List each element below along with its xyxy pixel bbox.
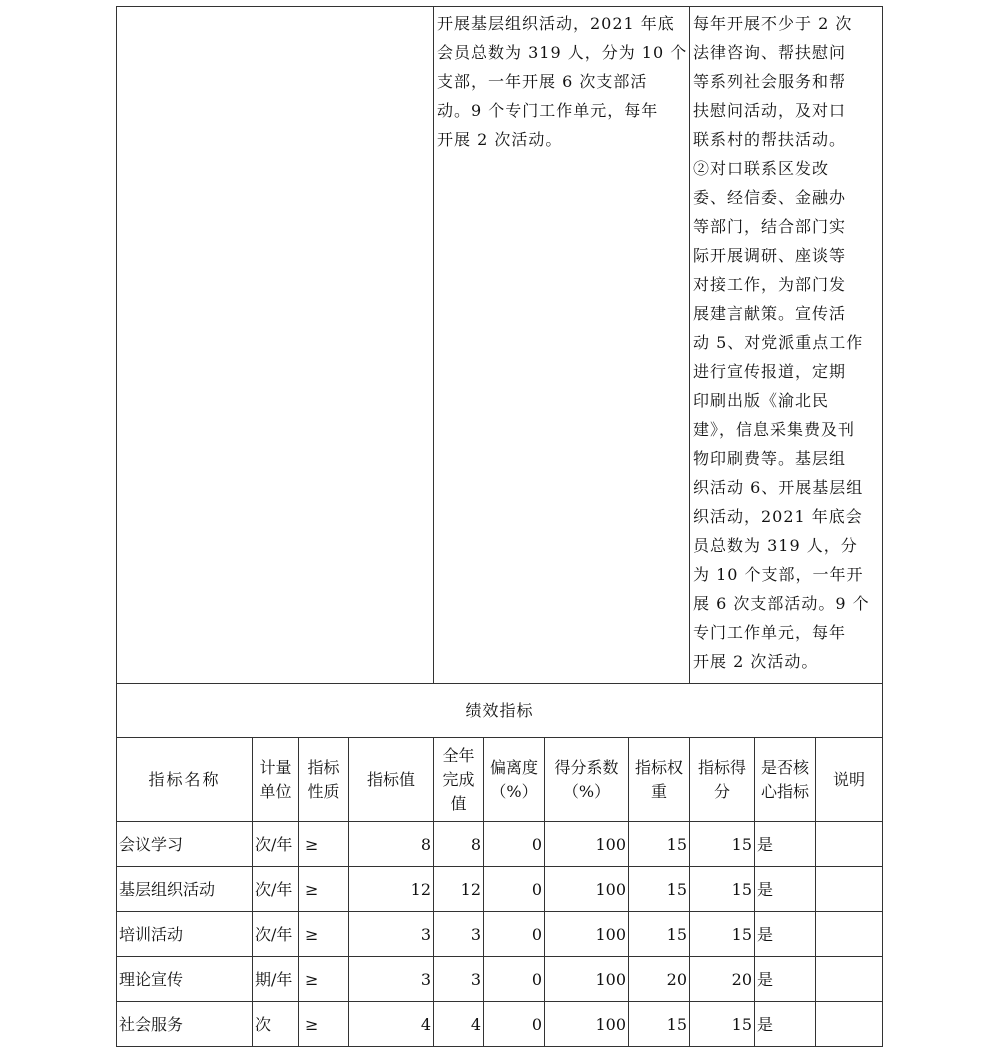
header-weight (629, 738, 690, 822)
text-line: 开展 2 次活动。 (693, 652, 819, 671)
cell-deviation: 0 (484, 912, 545, 957)
header-line: 偏离度 (489, 757, 538, 777)
cell-core: 是 (755, 822, 816, 867)
cell-score: 20 (690, 957, 755, 1002)
header-line: 重 (650, 781, 667, 801)
header-core (755, 738, 816, 822)
text-line: 对接工作，为部门发 (693, 275, 847, 294)
performance-table (116, 6, 883, 1047)
text-line: 动。9 个专门工作单元，每年 (437, 101, 659, 120)
cell-unit: 次/年 (253, 912, 299, 957)
cell-note (816, 1002, 883, 1047)
cell-note (816, 867, 883, 912)
text-line: 开展 2 次活动。 (437, 130, 563, 149)
cell-coef: 100 (545, 822, 629, 867)
header-row (117, 738, 883, 822)
header-line: 指标权 (634, 757, 683, 777)
data-rows (117, 822, 883, 1047)
table-row (117, 867, 883, 912)
header-note (816, 738, 883, 822)
cell-nature: ≥ (299, 1002, 349, 1047)
text-line: 专门工作单元，每年 (693, 623, 847, 642)
cell-core: 是 (755, 1002, 816, 1047)
header-line: 指标 (307, 757, 340, 777)
text-line: 动 5、对党派重点工作 (693, 333, 864, 352)
cell-note (816, 912, 883, 957)
header-coef (545, 738, 629, 822)
table-row (117, 822, 883, 867)
cell-target: 8 (349, 822, 434, 867)
cell-core: 是 (755, 912, 816, 957)
header-line: 分 (713, 781, 730, 801)
performance-title: 绩效指标 (117, 684, 883, 738)
cell-weight: 15 (629, 1002, 690, 1047)
header-unit (253, 738, 299, 822)
header-line: 计量 (259, 757, 292, 777)
table-row (117, 912, 883, 957)
header-line: 是否核 (760, 757, 809, 777)
cell-weight: 15 (629, 912, 690, 957)
text-line: 展建言献策。宣传活 (693, 304, 847, 323)
cell-name: 培训活动 (117, 912, 253, 957)
header-line: 指标名称 (148, 769, 221, 789)
cell-weight: 20 (629, 957, 690, 1002)
cell-unit: 次 (253, 1002, 299, 1047)
header-line: 单位 (259, 781, 292, 801)
header-name (117, 738, 253, 822)
cell-nature: ≥ (299, 822, 349, 867)
header-line: 说明 (832, 769, 865, 789)
cell-target: 3 (349, 957, 434, 1002)
text-line: 等系列社会服务和帮 (693, 72, 847, 91)
cell-nature: ≥ (299, 867, 349, 912)
cell-deviation: 0 (484, 957, 545, 1002)
header-line: 值 (450, 793, 467, 813)
cell-actual: 3 (434, 957, 484, 1002)
header-line: 指标得 (697, 757, 746, 777)
cell-actual: 3 (434, 912, 484, 957)
header-line: 指标值 (366, 769, 415, 789)
description-row (117, 7, 883, 684)
cell-weight: 15 (629, 867, 690, 912)
header-score (690, 738, 755, 822)
header-line: 完成 (442, 769, 475, 789)
text-line: 支部，一年开展 6 次支部活 (437, 72, 648, 91)
implementation-description-cell (690, 7, 883, 684)
text-line: 织活动 6、开展基层组 (693, 478, 864, 497)
text-line: 建》，信息采集费及刊 (693, 420, 856, 439)
cell-actual: 4 (434, 1002, 484, 1047)
text-line: 为 10 个支部，一年开 (693, 565, 864, 584)
cell-note (816, 822, 883, 867)
cell-deviation: 0 (484, 867, 545, 912)
text-line: 织活动，2021 年底会 (693, 507, 863, 526)
cell-name: 理论宣传 (117, 957, 253, 1002)
cell-note (816, 957, 883, 1002)
cell-deviation: 0 (484, 1002, 545, 1047)
cell-core: 是 (755, 957, 816, 1002)
table-row (117, 1002, 883, 1047)
text-line: 印刷出版《渝北民 (693, 391, 830, 410)
cell-coef: 100 (545, 1002, 629, 1047)
cell-score: 15 (690, 867, 755, 912)
cell-core: 是 (755, 867, 816, 912)
header-target (349, 738, 434, 822)
activity-description-cell (434, 7, 690, 684)
cell-name: 基层组织活动 (117, 867, 253, 912)
cell-target: 4 (349, 1002, 434, 1047)
cell-name: 社会服务 (117, 1002, 253, 1047)
cell-coef: 100 (545, 867, 629, 912)
header-actual (434, 738, 484, 822)
cell-weight: 15 (629, 822, 690, 867)
text-line: 物印刷费等。基层组 (693, 449, 847, 468)
text-line: 联系村的帮扶活动。 (693, 130, 847, 149)
header-line: （%） (490, 781, 538, 801)
cell-score: 15 (690, 1002, 755, 1047)
cell-unit: 次/年 (253, 822, 299, 867)
cell-coef: 100 (545, 912, 629, 957)
cell-nature: ≥ (299, 957, 349, 1002)
cell-unit: 期/年 (253, 957, 299, 1002)
cell-score: 15 (690, 912, 755, 957)
cell-actual: 8 (434, 822, 484, 867)
header-line: 得分系数 (554, 757, 619, 777)
text-line: 会员总数为 319 人，分为 10 个 (437, 43, 688, 62)
text-line: ②对口联系区发改 (693, 159, 830, 178)
text-line: 开展基层组织活动，2021 年底 (437, 14, 675, 33)
cell-coef: 100 (545, 957, 629, 1002)
text-line: 展 6 次支部活动。9 个 (693, 594, 870, 613)
cell-score: 15 (690, 822, 755, 867)
cell-deviation: 0 (484, 822, 545, 867)
text-line: 法律咨询、帮扶慰问 (693, 43, 847, 62)
text-line: 扶慰问活动，及对口 (693, 101, 847, 120)
cell-unit: 次/年 (253, 867, 299, 912)
text-line: 际开展调研、座谈等 (693, 246, 847, 265)
table-row (117, 957, 883, 1002)
text-line: 员总数为 319 人，分 (693, 536, 858, 555)
cell-target: 3 (349, 912, 434, 957)
header-line: （%） (562, 781, 611, 801)
cell-target: 12 (349, 867, 434, 912)
header-deviation (484, 738, 545, 822)
header-line: 性质 (307, 781, 340, 801)
header-line: 全年 (442, 745, 475, 765)
text-line: 等部门，结合部门实 (693, 217, 847, 236)
text-line: 进行宣传报道，定期 (693, 362, 847, 381)
cell-name: 会议学习 (117, 822, 253, 867)
cell-actual: 12 (434, 867, 484, 912)
text-line: 每年开展不少于 2 次 (693, 14, 853, 33)
empty-cell (117, 7, 434, 684)
text-line: 委、经信委、金融办 (693, 188, 847, 207)
cell-nature: ≥ (299, 912, 349, 957)
header-line: 心指标 (760, 781, 809, 801)
document-page (116, 6, 882, 1047)
header-nature (299, 738, 349, 822)
